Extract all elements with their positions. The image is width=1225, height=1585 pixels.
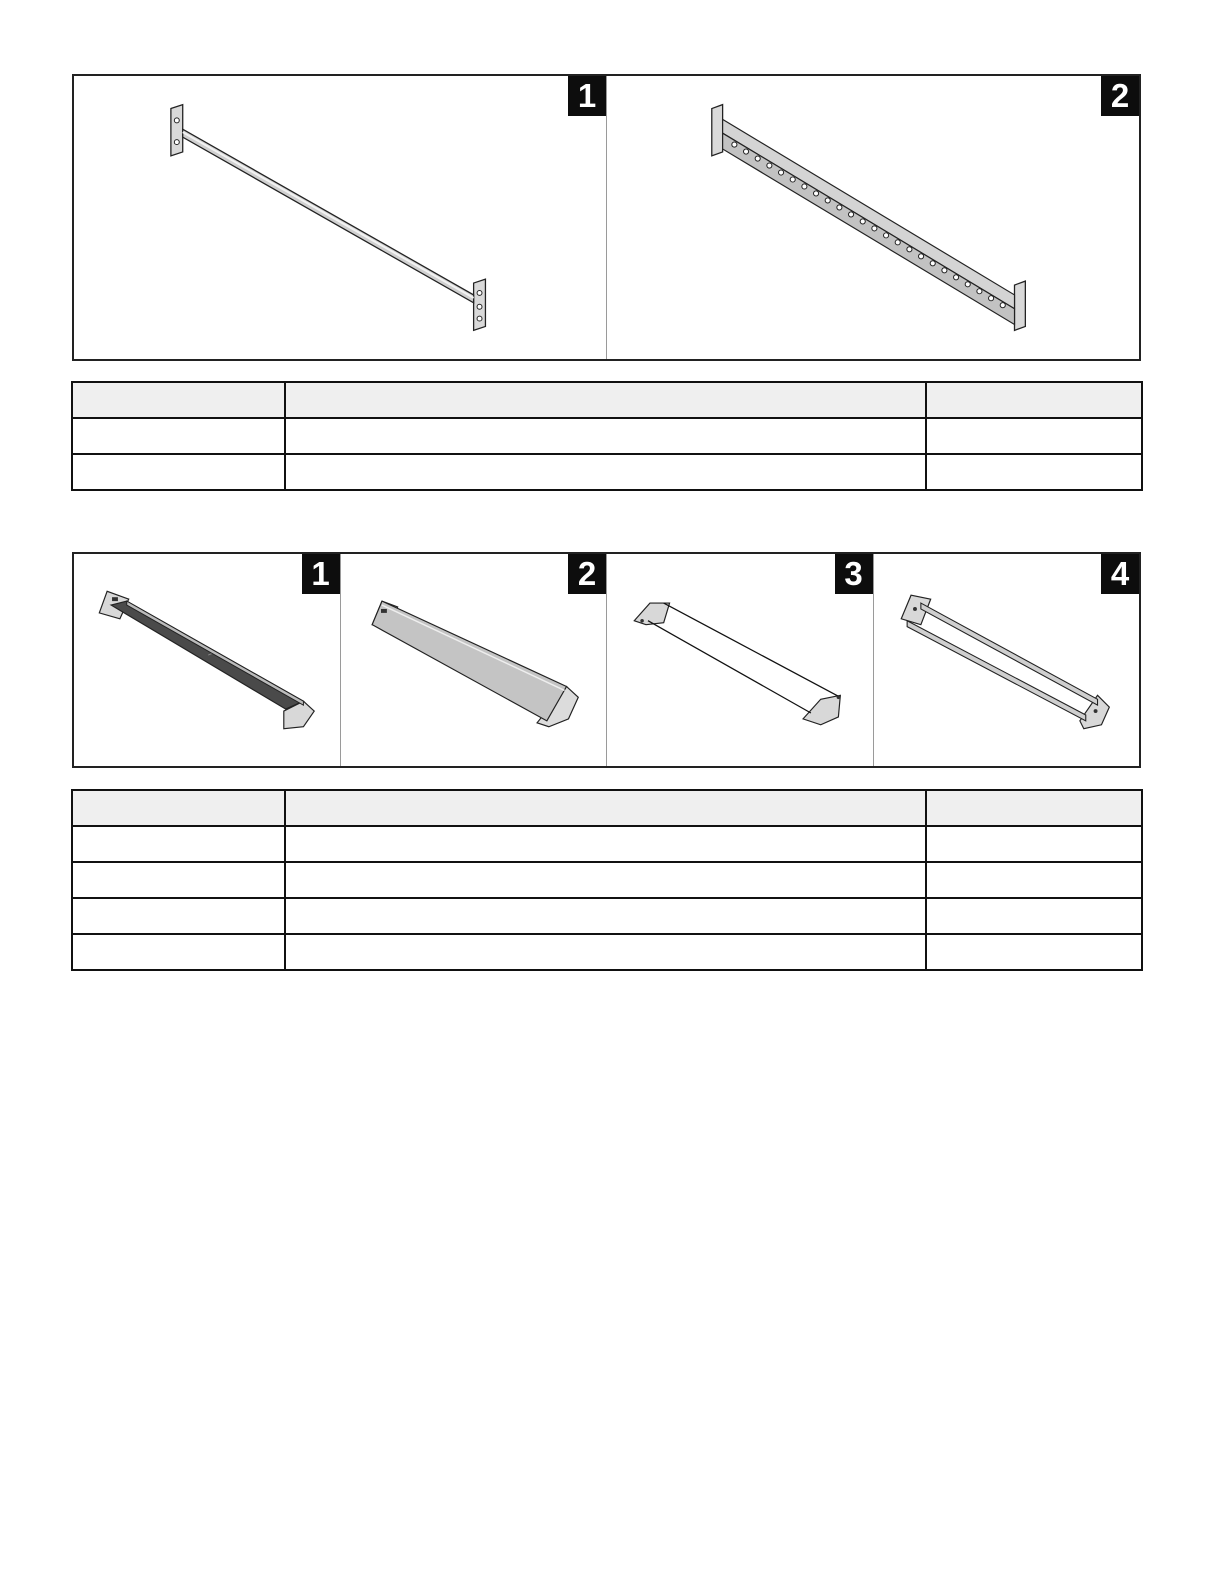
- beam-hole: [965, 282, 970, 287]
- panel-grey-shelf: [341, 554, 608, 766]
- table-row: [72, 862, 1142, 898]
- table-header-row: [72, 790, 1142, 826]
- beam-hole: [790, 177, 795, 182]
- header-cell: [926, 382, 1142, 418]
- header-cell: [285, 382, 926, 418]
- beam-hole: [767, 163, 772, 168]
- figure-2-shelves: [72, 552, 1141, 768]
- beam-hole: [802, 184, 807, 189]
- table-cell: [72, 934, 285, 970]
- panel-crossmember-beam: [607, 76, 1139, 359]
- beam-hole: [825, 198, 830, 203]
- parts-table-2: [71, 789, 1143, 971]
- header-cell: [285, 790, 926, 826]
- table-cell: [72, 418, 285, 454]
- beam-hole: [884, 233, 889, 238]
- table-cell: [926, 418, 1142, 454]
- table-row: [72, 826, 1142, 862]
- beam-hole: [743, 149, 748, 154]
- beam-hole: [1000, 303, 1005, 308]
- table-cell: [926, 934, 1142, 970]
- beam-hole: [989, 296, 994, 301]
- table-cell: [285, 898, 926, 934]
- table-cell: [926, 862, 1142, 898]
- panel-dark-shelf: [74, 554, 341, 766]
- dark-shelf-illustration: [74, 554, 340, 766]
- panel-number-badge: 2: [568, 554, 606, 594]
- table-row: [72, 934, 1142, 970]
- panel-number-badge: 1: [302, 554, 340, 594]
- table-cell: [285, 934, 926, 970]
- table-row: [72, 454, 1142, 490]
- table-row: [72, 898, 1142, 934]
- beam-hole: [872, 226, 877, 231]
- beam-hole: [813, 191, 818, 196]
- table-cell: [72, 454, 285, 490]
- beam-hole: [778, 170, 783, 175]
- table-cell: [285, 418, 926, 454]
- table-header-row: [72, 382, 1142, 418]
- bar-rack-illustration: [874, 554, 1140, 766]
- open-frame-shelf-illustration: [607, 554, 873, 766]
- panel-number-badge: 3: [835, 554, 873, 594]
- header-cell: [926, 790, 1142, 826]
- beam-hole: [942, 268, 947, 273]
- beam-hole: [755, 156, 760, 161]
- crossmember-beam-illustration: [607, 76, 1139, 359]
- beam-hole: [919, 254, 924, 259]
- beam-hole: [977, 289, 982, 294]
- panel-open-frame-shelf: [607, 554, 874, 766]
- beam-hole: [837, 205, 842, 210]
- panel-number-badge: 2: [1101, 76, 1139, 116]
- table-cell: [285, 862, 926, 898]
- table-row: [72, 418, 1142, 454]
- header-cell: [72, 790, 285, 826]
- beam-hole: [954, 275, 959, 280]
- grey-shelf-illustration: [341, 554, 607, 766]
- table-cell: [926, 898, 1142, 934]
- parts-table-1: [71, 381, 1143, 491]
- table-cell: [285, 826, 926, 862]
- pull-up-bar-illustration: [74, 76, 606, 359]
- table-cell: [926, 826, 1142, 862]
- table-cell: [285, 454, 926, 490]
- figure-1-bars: [72, 74, 1141, 361]
- beam-hole: [930, 261, 935, 266]
- panel-number-badge: 1: [568, 76, 606, 116]
- table-cell: [72, 826, 285, 862]
- beam-hole: [895, 240, 900, 245]
- beam-hole: [860, 219, 865, 224]
- panel-bar-rack: [874, 554, 1140, 766]
- header-cell: [72, 382, 285, 418]
- panel-number-badge: 4: [1101, 554, 1139, 594]
- table-cell: [72, 898, 285, 934]
- panel-pull-up-bar: [74, 76, 607, 359]
- table-cell: [926, 454, 1142, 490]
- table-cell: [72, 862, 285, 898]
- beam-hole: [732, 142, 737, 147]
- beam-hole: [848, 212, 853, 217]
- beam-hole: [907, 247, 912, 252]
